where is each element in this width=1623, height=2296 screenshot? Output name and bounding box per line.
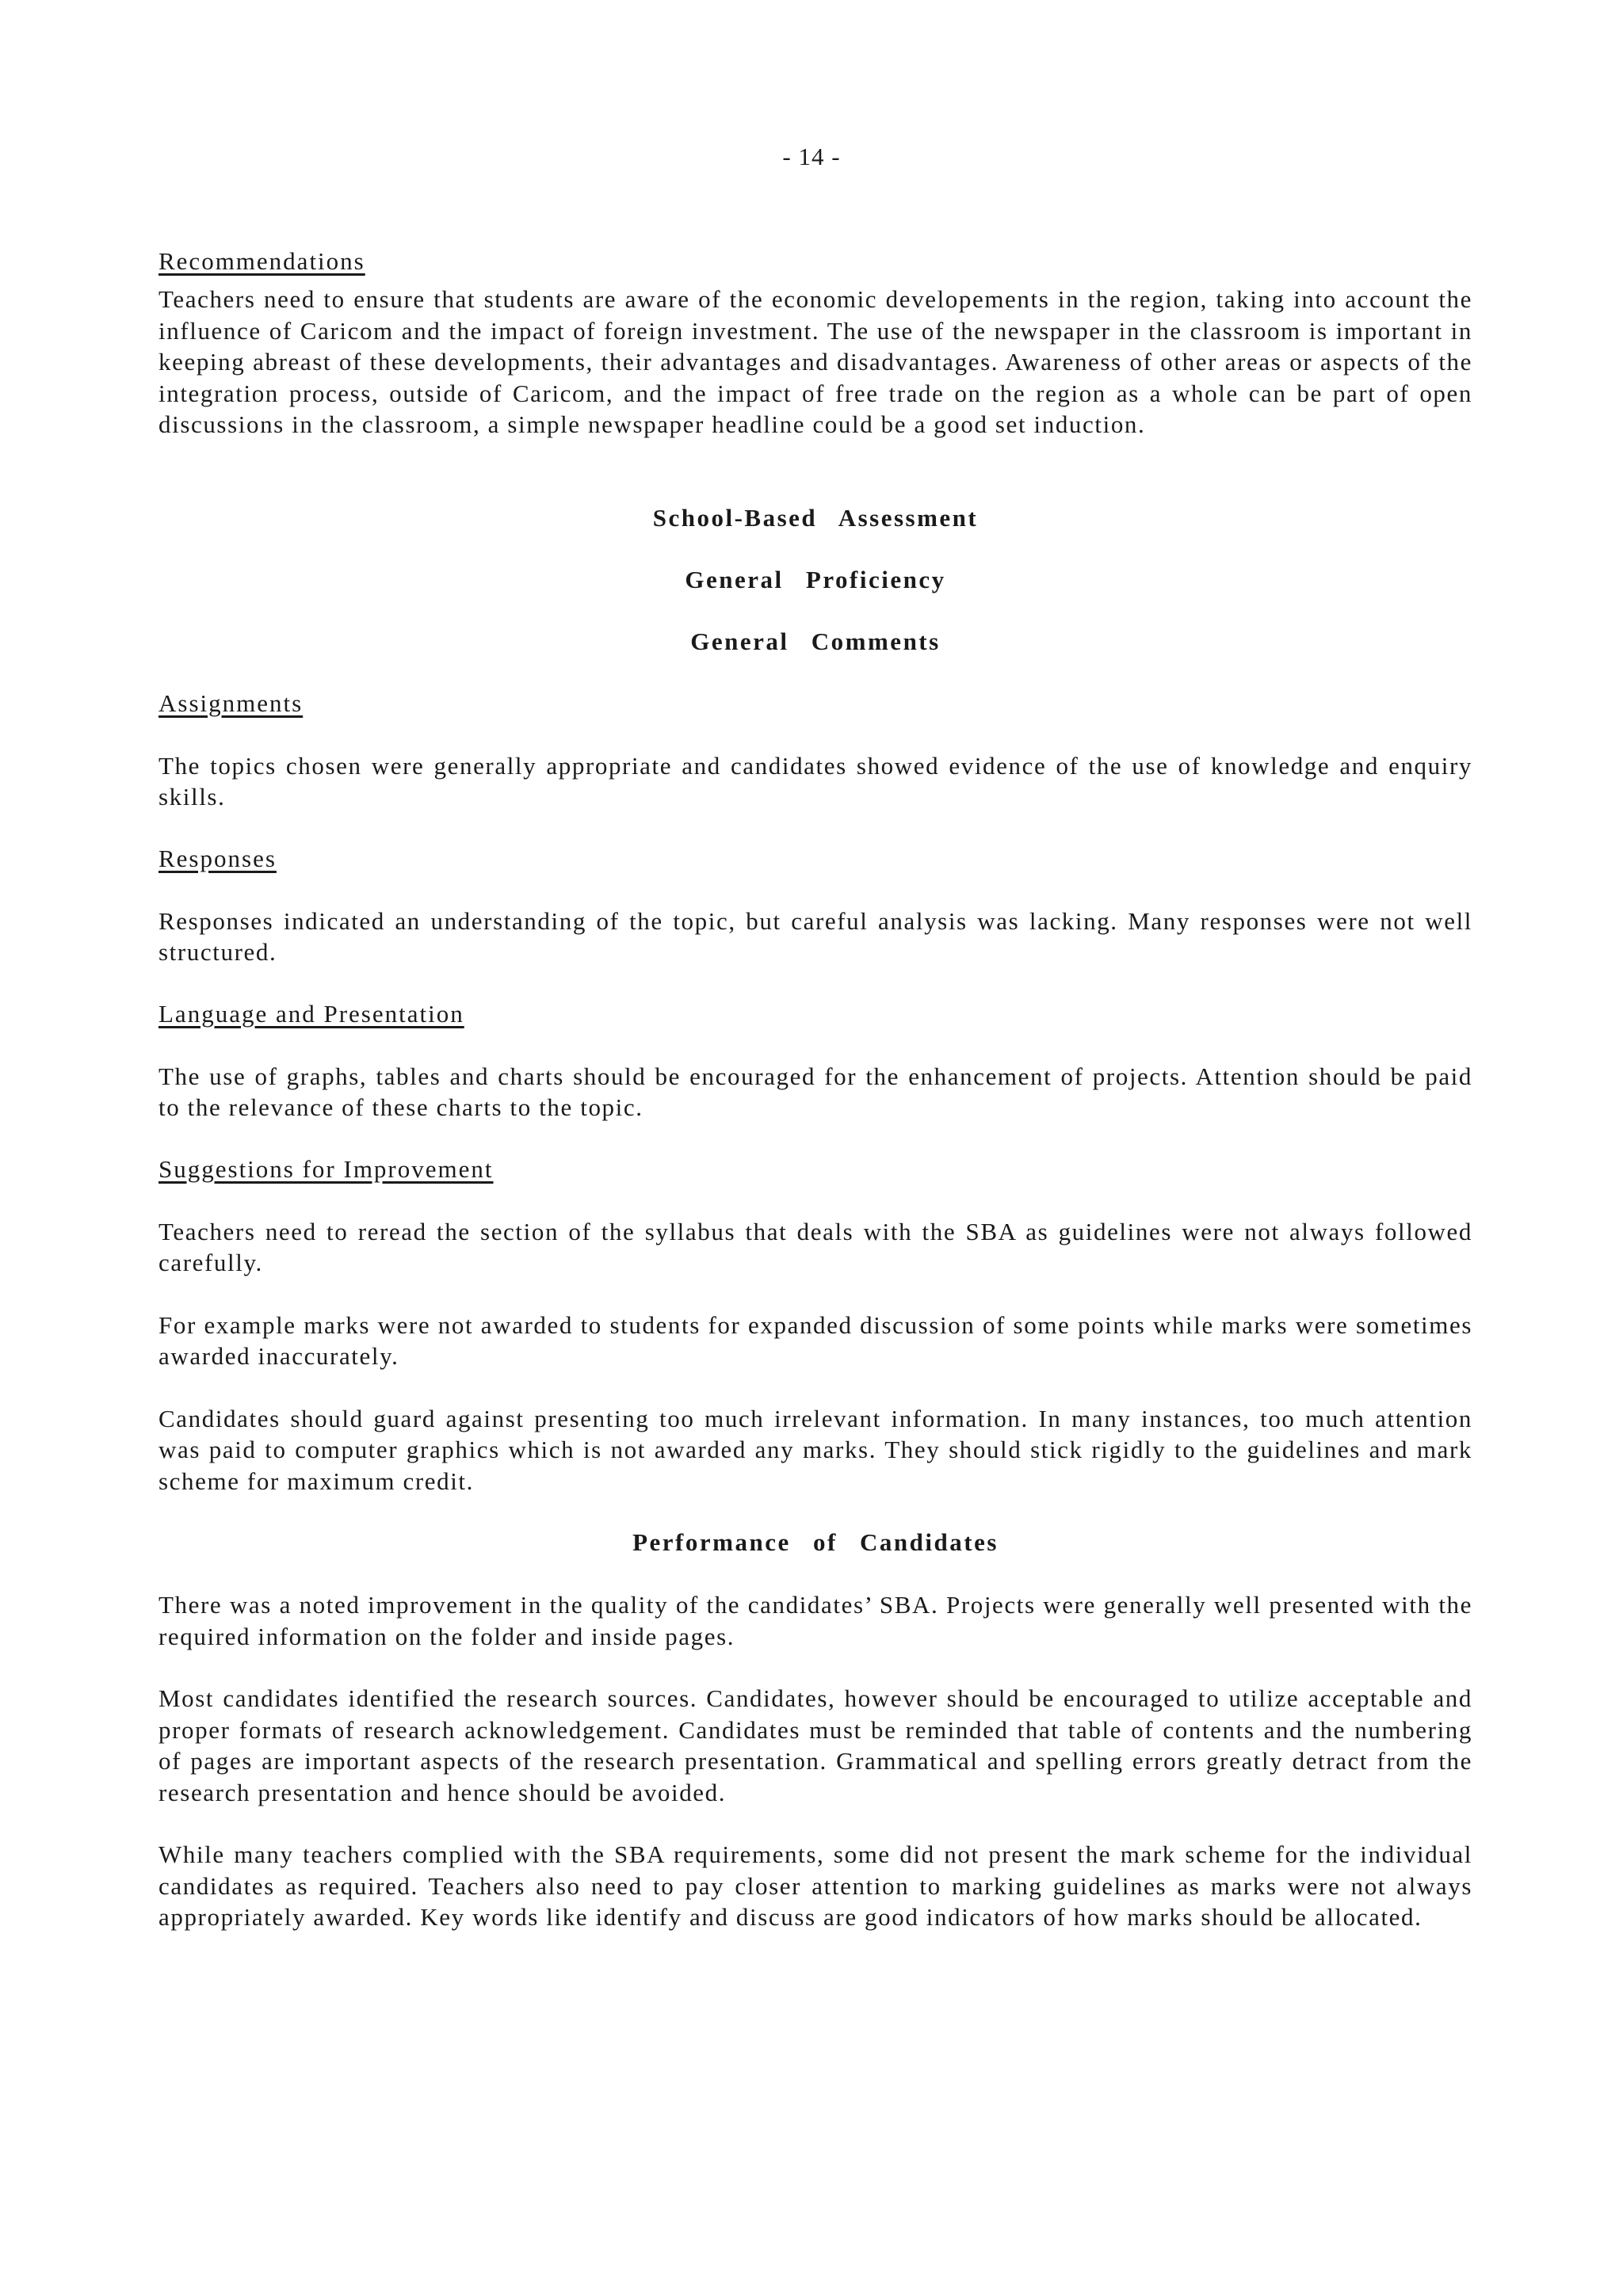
performance-paragraph: While many teachers complied with the SBA requirements, some did not present the mark scheme for the individual candidates as required. Teachers also need to pay closer attention to marking guidelines as marks were not always appropriately awarded. Key words like identify and discuss are good indicators of how marks should be allocated. bbox=[158, 1840, 1472, 1931]
suggestions-paragraph: Candidates should guard against presenting too much irrelevant information. In many instances, too much attention was paid to computer graphics which is not awarded any marks. They should stick rigidly to the guidelines and mark scheme for maximum credit. bbox=[158, 1404, 1472, 1495]
suggestions-heading: Suggestions for Improvement bbox=[158, 1154, 494, 1183]
language-presentation-paragraph: The use of graphs, tables and charts should be encouraged for the enhancement of projects. Attention should be paid to the relevance of these charts to the topic. bbox=[158, 1062, 1472, 1121]
performance-paragraph: There was a noted improvement in the quality of the candidates’ SBA. Projects were generally well presented with the required information on the folder and inside pages. bbox=[158, 1591, 1472, 1650]
assignments-heading: Assignments bbox=[158, 688, 304, 717]
page-content bbox=[158, 246, 1472, 1933]
sba-subtitle: General Proficiency bbox=[685, 565, 946, 593]
recommendations-paragraph: Teachers need to ensure that students are aware of the economic developements in the region, taking into account the influence of Caricom and the impact of foreign investment. The use of the newspaper in the classroom is important in keeping abreast of these developments, their advantages and disadvantages. Awareness of other areas or aspects of the integration process, outside of Caricom, and the impact of free trade on the region as a whole can be part of open discussions in the classroom, a simple newspaper headline could be a good set induction. bbox=[158, 285, 1472, 438]
sba-title: School-Based Assessment bbox=[652, 503, 979, 532]
performance-heading: Performance of Candidates bbox=[632, 1528, 999, 1556]
general-comments-heading: General Comments bbox=[690, 627, 941, 655]
suggestions-paragraph: Teachers need to reread the section of the syllabus that deals with the SBA as guidelines were not always followed carefully. bbox=[158, 1217, 1472, 1276]
assignments-paragraph: The topics chosen were generally appropriate and candidates showed evidence of the use of knowledge and enquiry skills. bbox=[158, 751, 1472, 810]
responses-paragraph: Responses indicated an understanding of the topic, but careful analysis was lacking. Many responses were not well structured. bbox=[158, 906, 1472, 966]
language-presentation-heading: Language and Presentation bbox=[158, 999, 464, 1028]
page-number: - 14 - bbox=[782, 143, 841, 170]
suggestions-paragraph: For example marks were not awarded to students for expanded discussion of some points while marks were sometimes awarded inaccurately. bbox=[158, 1310, 1472, 1370]
recommendations-heading: Recommendations bbox=[158, 247, 365, 275]
responses-heading: Responses bbox=[158, 844, 277, 872]
performance-paragraph: Most candidates identified the research sources. Candidates, however should be encouraged to utilize acceptable and proper formats of research acknowledgement. Candidates must be reminded that table of contents and the numbering of pages are important aspects of the research presentation. Grammatical and spelling errors greatly detract from the research presentation and hence should be avoided. bbox=[158, 1684, 1472, 1806]
